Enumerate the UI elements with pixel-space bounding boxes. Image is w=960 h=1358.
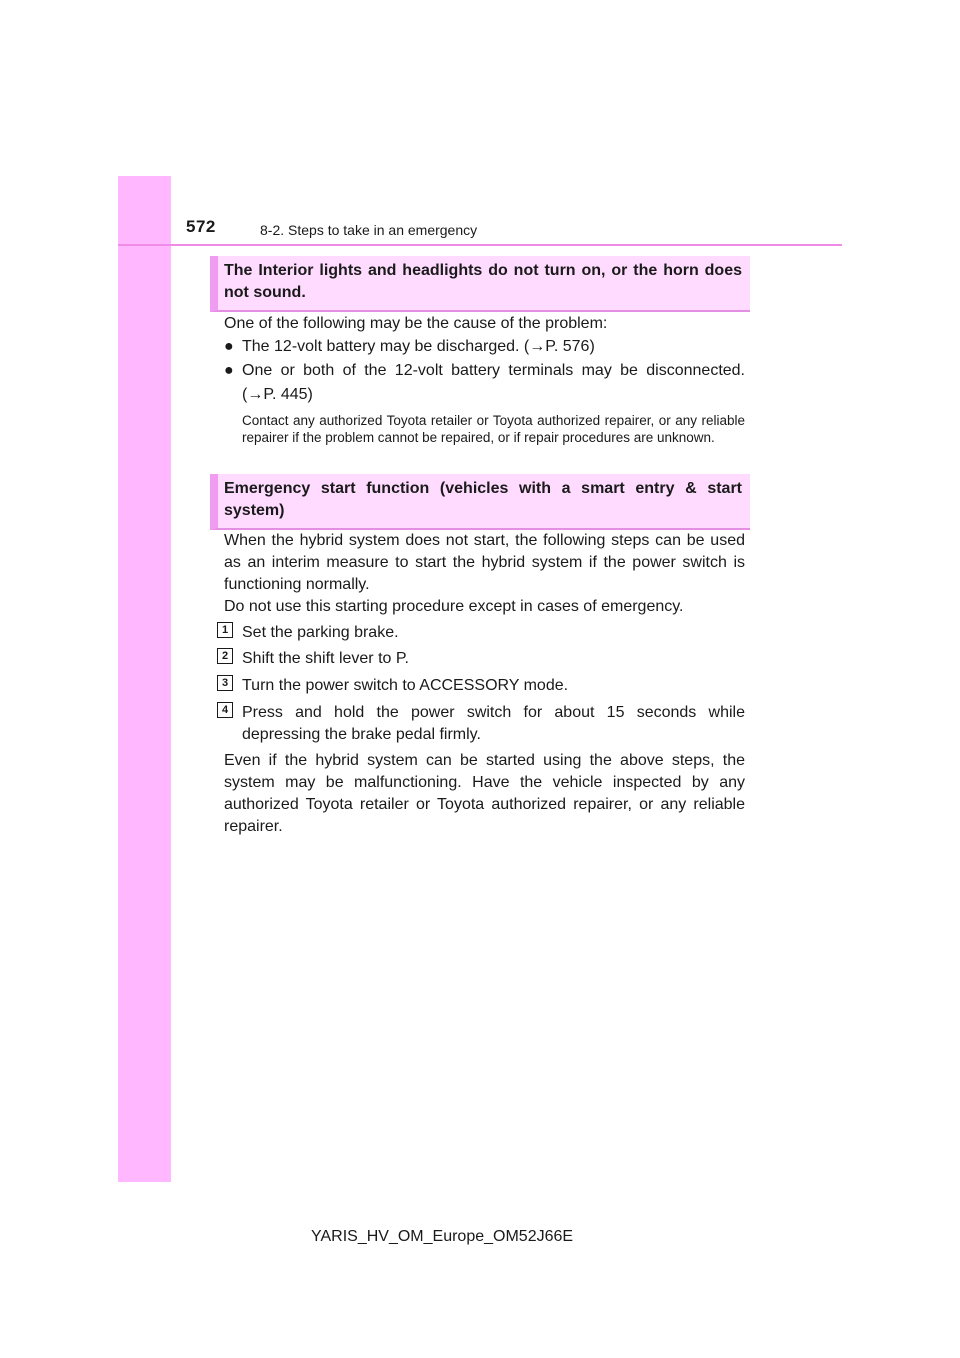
- section-heading-emergency-start: [210, 474, 750, 530]
- bullet-text: One or both of the 12-volt battery terminals may be disconnected. (→P. 445): [242, 362, 745, 403]
- step-item: [217, 622, 745, 644]
- step-number-badge: 3: [217, 675, 233, 691]
- list-item: [224, 335, 745, 359]
- step-text: Shift the shift lever to P.: [242, 650, 409, 667]
- step-item: [217, 702, 745, 746]
- step-text: Set the parking brake.: [242, 624, 399, 641]
- side-tab-bar: [118, 176, 171, 1182]
- step-number-badge: 4: [217, 702, 233, 718]
- step-text: Turn the power switch to ACCESSORY mode.: [242, 677, 569, 694]
- heading-text: The Interior lights and headlights do not turn on, or the horn does not sound.: [224, 262, 742, 301]
- bullet-icon: ●: [224, 362, 234, 379]
- list-item: [224, 359, 745, 407]
- step-text: Press and hold the power switch for about 15 seconds while depressing the brake pedal firmly.: [242, 704, 745, 743]
- bullet-text: The 12-volt battery may be discharged. (→P. 576): [242, 338, 595, 355]
- contact-note: Contact any authorized Toyota retailer or Toyota authorized repairer, or any reliable repairer if the problem cannot be repaired, or if repair procedures are unknown.: [242, 413, 745, 445]
- section-title: 8-2. Steps to take in an emergency: [260, 222, 478, 238]
- header-divider: [118, 244, 842, 246]
- bullet-icon: ●: [224, 338, 234, 355]
- emergency-warning: Do not use this starting procedure except in cases of emergency.: [224, 598, 684, 615]
- page-number: 572: [186, 217, 216, 236]
- section-heading-lights-horn: [210, 256, 750, 312]
- step-number-badge: 2: [217, 648, 233, 664]
- document-code: YARIS_HV_OM_Europe_OM52J66E: [311, 1228, 574, 1245]
- closing-paragraph: Even if the hybrid system can be started using the above steps, the system may be malfunctioning. Have the vehicle inspected by any authorized Toyota retailer or Toyota authorized repairer, or any reliable repairer.: [224, 752, 745, 835]
- step-item: [217, 675, 745, 697]
- step-item: [217, 648, 745, 670]
- heading-text: Emergency start function (vehicles with a smart entry & start system): [224, 480, 742, 519]
- emergency-intro: When the hybrid system does not start, the following steps can be used as an interim measure to start the hybrid system if the power switch is functioning normally.: [224, 532, 745, 593]
- cause-intro: One of the following may be the cause of the problem:: [224, 315, 608, 332]
- step-number-badge: 1: [217, 622, 233, 638]
